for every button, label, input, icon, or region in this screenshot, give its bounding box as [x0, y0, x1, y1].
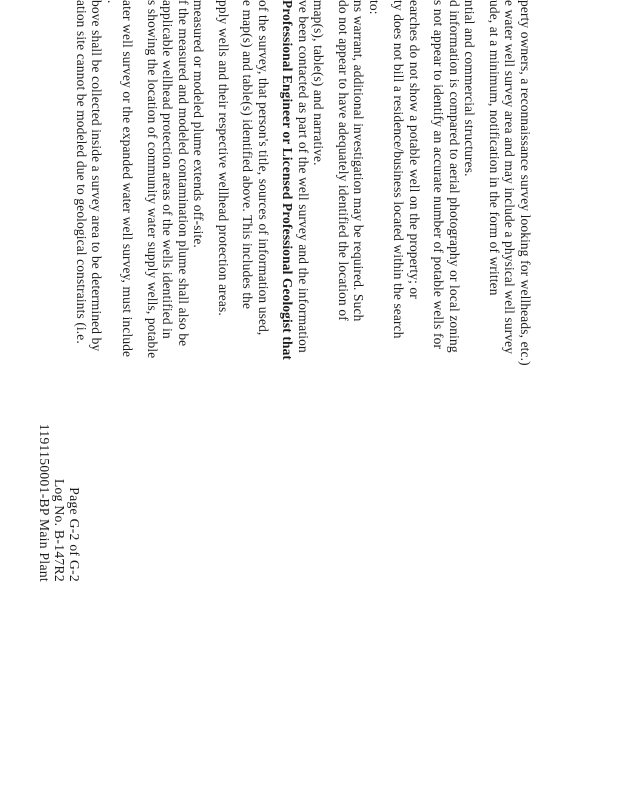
- body-line: .: [105, 0, 120, 4]
- body-line: pply wells and their respective wellhead protection areas.: [216, 0, 231, 316]
- header-line-2: Log No. B-147R2: [52, 478, 67, 582]
- body-line: to:: [367, 0, 382, 15]
- body-line: s showing the location of community water supply wells, potable: [145, 0, 160, 359]
- body-line: ve been contacted as part of the well survey and the information: [296, 0, 311, 353]
- body-line: ns warrant, additional investigation may be required. Such: [351, 0, 367, 322]
- body-line: ation site cannot be modeled due to geological constraints (i.e.: [74, 0, 89, 344]
- body-line: ater well survey or the expanded water well survey, must include: [120, 0, 136, 358]
- header-line-1: 1191150001-BP Main Plant: [37, 423, 52, 582]
- body-line: ude, at a minimum, notification in the form of written: [487, 0, 502, 296]
- body-line: d information is compared to aerial photography or local zoning: [447, 0, 462, 353]
- body-line: e water well survey area and may include a physical well survey: [502, 0, 518, 355]
- body-line: bove shall be collected inside a survey area to be determined by: [89, 0, 105, 352]
- body-line: do not appear to have adequately identified the location of: [336, 0, 351, 321]
- body-line: measured or modeled plume extends off-site.: [191, 0, 207, 248]
- body-line: map(s), table(s) and narrative.: [311, 0, 327, 166]
- body-line: s not appear to identify an accurate number of potable wells for: [431, 0, 447, 350]
- body-line: ty does not bill a residence/business located within the search: [391, 0, 407, 339]
- body-line: applicable wellhead protection areas of the wells identified in: [160, 0, 176, 339]
- body-line: ntial and commercial structures.: [462, 0, 478, 177]
- body-line: of the survey, that person's title, sources of information used,: [256, 0, 271, 336]
- body-line: Professional Engineer or Licensed Professional Geologist that: [280, 0, 296, 361]
- body-line: f the measured and modeled contamination plume shall also be: [176, 0, 191, 347]
- body-line: earches do not show a potable well on the property; or: [407, 0, 422, 299]
- header-line-3: Page G-2 of G-2: [67, 487, 82, 582]
- body-line: perty owners, a reconnaissance survey looking for wellheads, etc.): [518, 0, 533, 366]
- body-line: e map(s) and table(s) identified above. This includes the: [240, 0, 256, 310]
